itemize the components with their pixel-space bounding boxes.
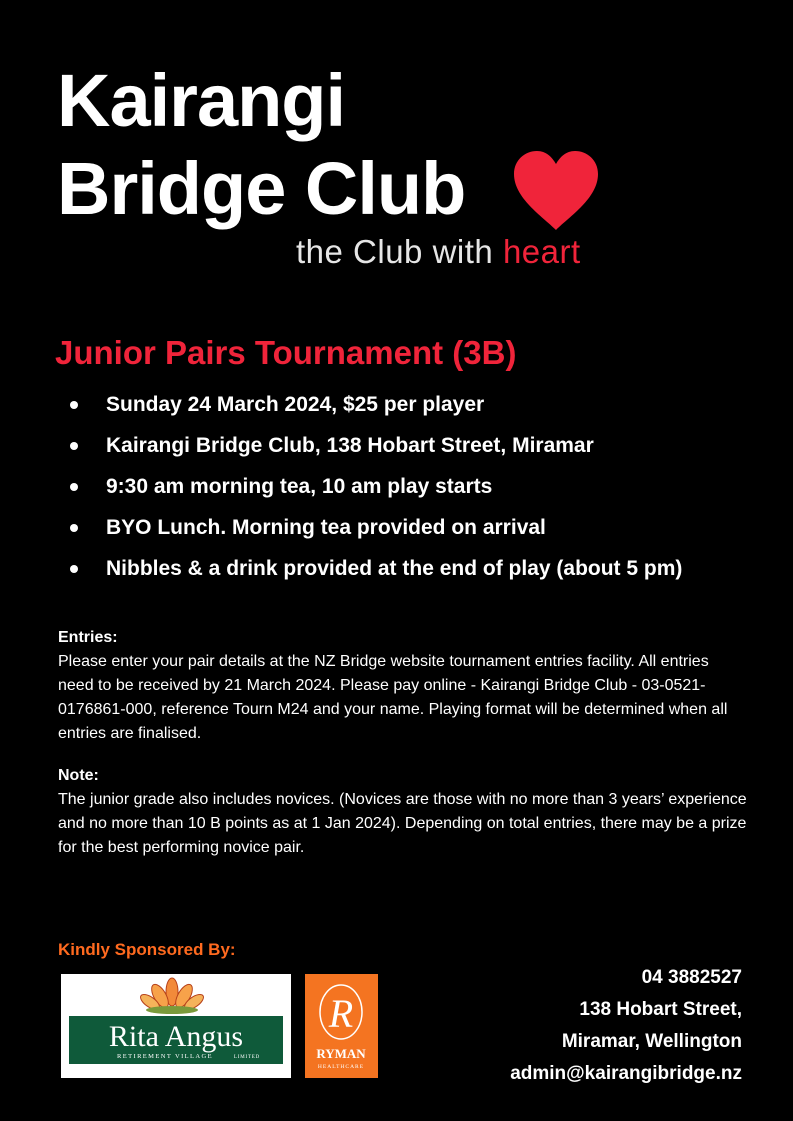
event-end: Nibbles & a drink provided at the end of play (about 5 pm)	[106, 557, 683, 580]
event-schedule: 9:30 am morning tea, 10 am play starts	[106, 475, 493, 498]
list-item	[70, 554, 682, 595]
bullet-icon	[70, 483, 78, 491]
tagline	[296, 233, 581, 271]
entries-section	[58, 626, 748, 746]
event-date-price: Sunday 24 March 2024, $25 per player	[106, 393, 485, 416]
list-item	[70, 472, 682, 513]
note-text: The junior grade also includes novices. (Novices are those with no more than 3 years’ experience and no more than 10 B points as at 1 Jan 2024). Depending on total entries, there may be a prize for the best performing novice pair.	[58, 791, 747, 856]
contact-phone: 04 3882527	[641, 967, 742, 988]
tagline-prefix: the Club with	[296, 233, 503, 270]
contact-block	[510, 962, 742, 1090]
event-lunch: BYO Lunch. Morning tea provided on arrival	[106, 516, 546, 539]
list-item	[70, 390, 682, 431]
event-venue: Kairangi Bridge Club, 138 Hobart Street, Miramar	[106, 434, 594, 457]
event-details-list	[70, 390, 682, 595]
rita-angus-suffix: LIMITED	[233, 1055, 261, 1060]
entries-label: Entries:	[58, 629, 118, 646]
heart-icon	[512, 150, 600, 232]
sponsor-label: Kindly Sponsored By:	[58, 940, 236, 959]
contact-email: admin@kairangibridge.nz	[510, 1063, 742, 1084]
contact-street: 138 Hobart Street,	[579, 999, 742, 1020]
list-item	[70, 431, 682, 472]
bullet-icon	[70, 442, 78, 450]
note-section	[58, 764, 748, 860]
club-name-line-2: Bridge Club	[57, 147, 466, 230]
entries-text: Please enter your pair details at the NZ Bridge website tournament entries facility. All entries need to be received by 21 March 2024. Please pay online - Kairangi Bridge Club - 03-0521-0176861-000, reference Tourn M24 and your name. Playing format will be determined when all entries are finalised.	[58, 653, 728, 742]
ryman-subtitle: HEALTHCARE	[317, 1064, 365, 1070]
ryman-monogram: R	[328, 991, 354, 1036]
ryman-name: RYMAN	[316, 1046, 366, 1061]
bullet-icon	[70, 565, 78, 573]
bullet-icon	[70, 524, 78, 532]
event-title: Junior Pairs Tournament (3B)	[55, 334, 517, 371]
ryman-logo	[305, 974, 378, 1078]
club-name-line-1: Kairangi	[57, 59, 346, 142]
note-label: Note:	[58, 767, 99, 784]
rita-angus-subtitle: RETIREMENT VILLAGE	[117, 1053, 213, 1060]
rita-angus-logo	[61, 974, 291, 1078]
list-item	[70, 513, 682, 554]
lotus-icon	[138, 978, 206, 1014]
bullet-icon	[70, 401, 78, 409]
rita-angus-name: Rita Angus	[108, 1020, 244, 1053]
contact-city: Miramar, Wellington	[561, 1031, 742, 1052]
tagline-highlight: heart	[502, 233, 581, 270]
